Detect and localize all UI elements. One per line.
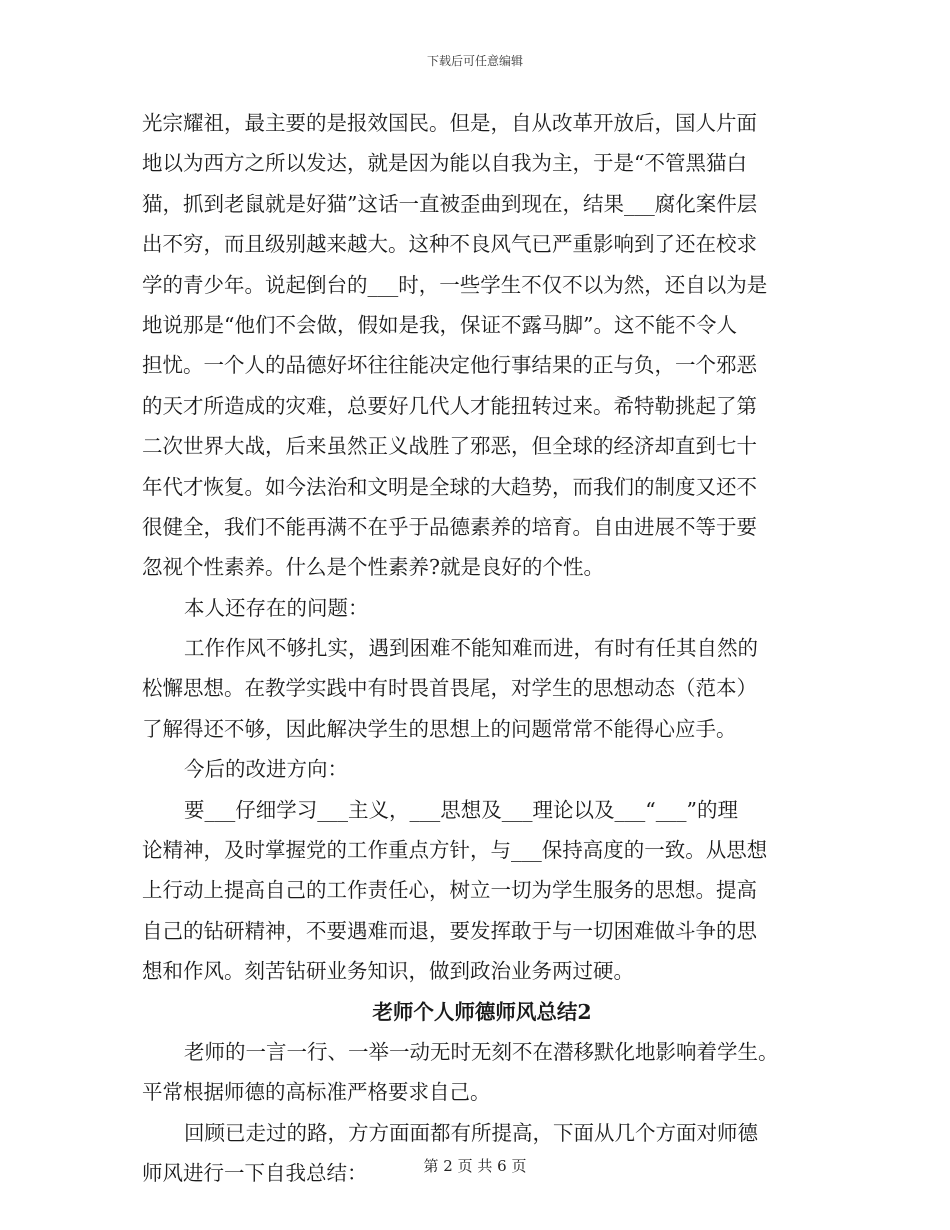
text-line: 担忧。一个人的品德好坏往往能决定他行事结果的正与负，一个邪恶 xyxy=(142,353,757,378)
text-line: 光宗耀祖，最主要的是报效国民。但是，自从改革开放后，国人片面 xyxy=(142,111,757,135)
text-line: 本人还存在的问题： xyxy=(184,595,369,620)
text-line: 年代才恢复。如今法治和文明是全球的大趋势，而我们的制度又还不 xyxy=(142,474,757,499)
text-line: 自己的钻研精神，不要遇难而退，要发挥敢于与一切困难做斗争的思 xyxy=(142,918,757,943)
text-line: 了解得还不够，因此解决学生的思想上的问题常常不能得心应手。 xyxy=(142,716,737,741)
text-line: 上行动上提高自己的工作责任心，树立一切为学生服务的思想。提高 xyxy=(142,878,757,903)
text-line: 松懈思想。在教学实践中有时畏首畏尾，对学生的思想动态（范本） xyxy=(142,676,757,701)
page-header: 下载后可任意编辑 xyxy=(426,54,523,68)
section-title xyxy=(142,992,822,1032)
text-line: 工作作风不够扎实，遇到困难不能知难而进，有时有任其自然的 xyxy=(184,636,758,661)
text-line: 忽视个性素养。什么是个性素养?就是良好的个性。 xyxy=(142,555,604,580)
text-line: 很健全，我们不能再满不在乎于品德素养的培育。自由进展不等于要 xyxy=(142,514,757,539)
page-footer: 第 2 页 共 6 页 xyxy=(423,1157,527,1175)
text-line: 出不穷，而且级别越来越大。这种不良风气已严重影响到了还在校求 xyxy=(142,232,757,257)
text-line: 地以为西方之所以发达，就是因为能以自我为主，于是“不管黑猫白 xyxy=(142,151,747,176)
paragraph xyxy=(142,628,822,749)
text-line: 学的青少年。说起倒台的___时，一些学生不仅不以为然，还自以为是 xyxy=(142,272,768,297)
text-line: 论精神，及时掌握党的工作重点方针，与___保持高度的一致。从思想 xyxy=(142,838,768,863)
text-line: 地说那是“他们不会做，假如是我，保证不露马脚”。这不能不令人 xyxy=(142,312,737,337)
text-line: 要___仔细学习___主义，___思想及___理论以及___“___”的理 xyxy=(184,797,738,822)
paragraph xyxy=(142,790,822,992)
text-line: 想和作风。刻苦钻研业务知识，做到政治业务两过硬。 xyxy=(142,959,634,984)
paragraph xyxy=(142,1113,822,1194)
paragraph xyxy=(142,1032,822,1113)
text-line: 老师的一言一行、一举一动无时无刻不在潜移默化地影响着学生。 xyxy=(184,1040,779,1064)
paragraph xyxy=(142,749,822,789)
text-line: 回顾已走过的路，方方面面都有所提高，下面从几个方面对师德 xyxy=(184,1120,758,1145)
text-line: 今后的改进方向： xyxy=(184,757,348,782)
text-line: 猫，抓到老鼠就是好猫”这话一直被歪曲到现在，结果___腐化案件层 xyxy=(142,191,758,216)
text-line: 二次世界大战，后来虽然正义战胜了邪恶，但全球的经济却直到七十 xyxy=(142,434,757,459)
text-line: 老师个人师德师风总结2 xyxy=(372,999,592,1024)
paragraph xyxy=(142,103,822,588)
text-line: 的天才所造成的灾难，总要好几代人才能扭转过来。希特勒挑起了第 xyxy=(142,393,757,418)
text-line: 平常根据师德的高标准严格要求自己。 xyxy=(142,1080,491,1105)
paragraph xyxy=(142,588,822,628)
document-body xyxy=(142,103,822,1194)
text-line: 师风进行一下自我总结： xyxy=(142,1161,368,1186)
